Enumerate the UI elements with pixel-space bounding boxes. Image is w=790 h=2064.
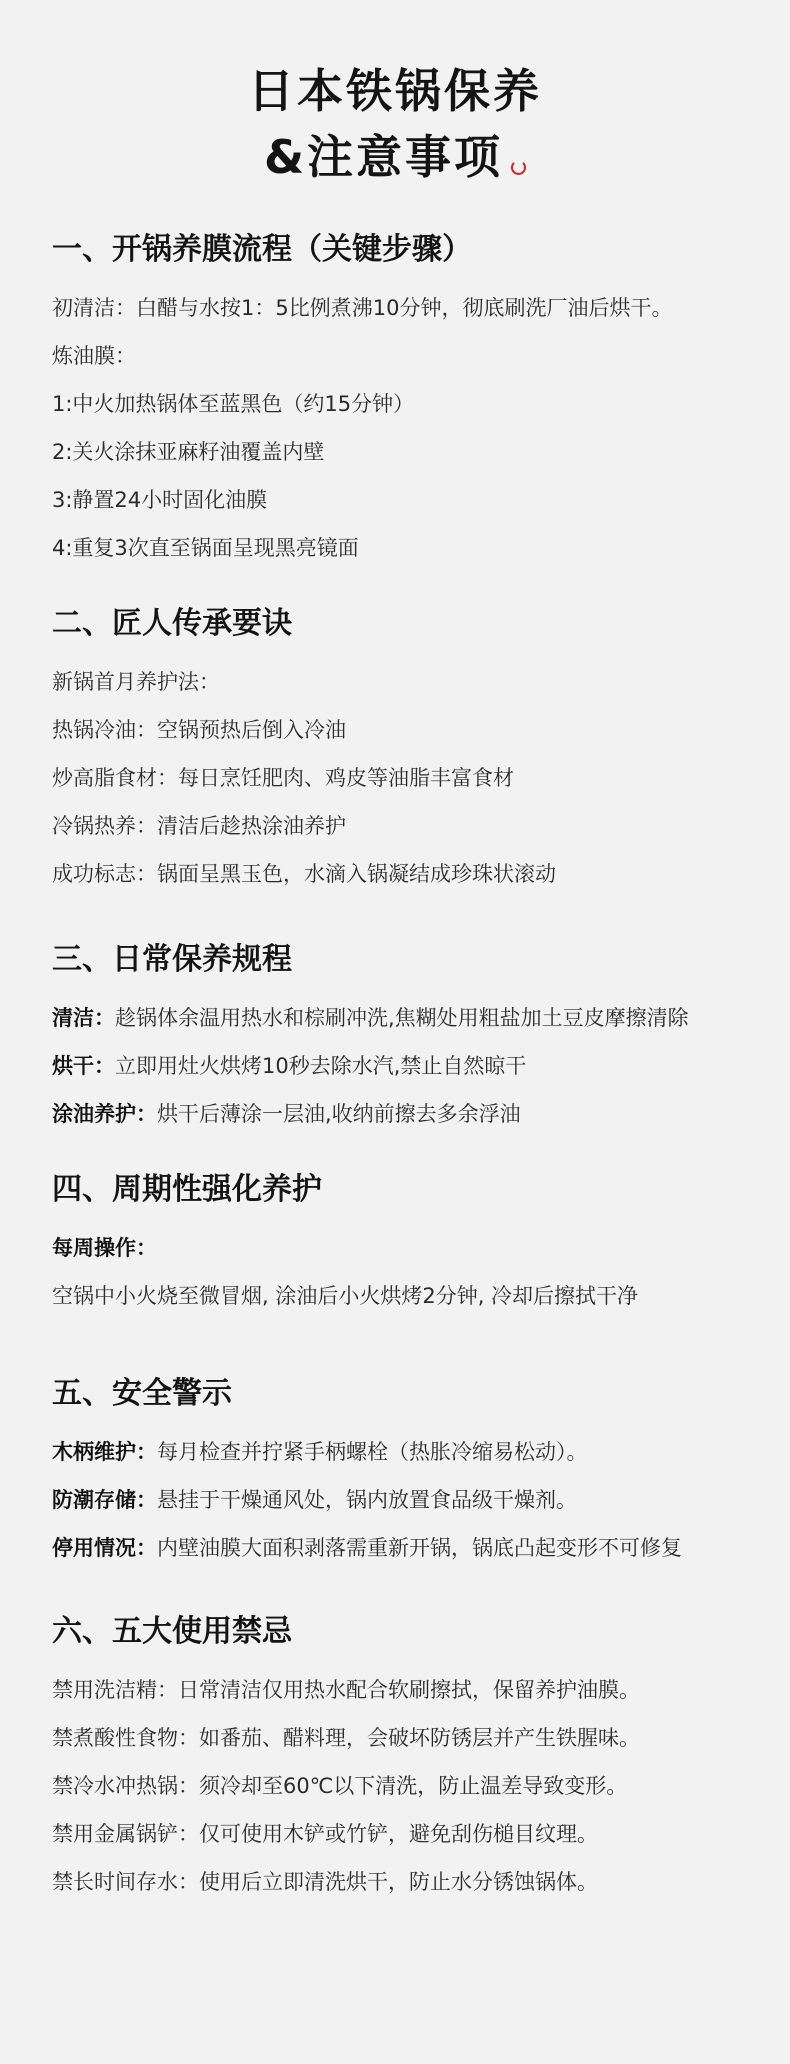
section-kaiguo bbox=[52, 226, 738, 572]
title-line-2 bbox=[52, 124, 738, 190]
section-title: 六、五大使用禁忌 bbox=[52, 1614, 292, 1649]
title-line-1: 日本铁锅保养 bbox=[248, 64, 542, 118]
text-line: 成功标志：锅面呈黑玉色，水滴入锅凝结成珍珠状滚动 bbox=[52, 862, 556, 886]
red-circle-mark-icon bbox=[511, 160, 526, 175]
section-title: 二、匠人传承要诀 bbox=[52, 606, 292, 641]
title-line-2-text: &注意事项 bbox=[263, 130, 504, 184]
text-line: 禁用金属锅铲：仅可使用木铲或竹铲，避免刮伤槌目纹理。 bbox=[52, 1822, 598, 1846]
text-line: 禁冷水冲热锅：须冷却至60℃以下清洗，防止温差导致变形。 bbox=[52, 1774, 628, 1798]
item-text: 烘干后薄涂一层油,收纳前擦去多余浮油 bbox=[157, 1102, 521, 1126]
text-line: 炼油膜： bbox=[52, 344, 136, 368]
text-line bbox=[52, 1090, 738, 1138]
item-label: 停用情况： bbox=[52, 1536, 157, 1560]
section-jinji bbox=[52, 1608, 738, 1906]
item-label: 防潮存储： bbox=[52, 1488, 157, 1512]
text-line: 新锅首月养护法： bbox=[52, 670, 220, 694]
section-title: 四、周期性强化养护 bbox=[52, 1172, 322, 1207]
text-line: 空锅中小火烧至微冒烟, 涂油后小火烘烤2分钟, 冷却后擦拭干净 bbox=[52, 1284, 639, 1308]
section-anquan bbox=[52, 1370, 738, 1572]
item-text: 立即用灶火烘烤10秒去除水汽,禁止自然晾干 bbox=[115, 1054, 527, 1078]
text-line bbox=[52, 1524, 738, 1572]
section-jiangren bbox=[52, 600, 738, 898]
item-label: 涂油养护： bbox=[52, 1102, 157, 1126]
text-line: 禁用洗洁精：日常清洁仅用热水配合软刷擦拭，保留养护油膜。 bbox=[52, 1678, 640, 1702]
text-line bbox=[52, 1428, 738, 1476]
text-line: 禁煮酸性食物：如番茄、醋料理，会破坏防锈层并产生铁腥味。 bbox=[52, 1726, 640, 1750]
section-zhouqi bbox=[52, 1166, 738, 1320]
text-line bbox=[52, 1224, 738, 1272]
item-label: 烘干： bbox=[52, 1054, 115, 1078]
item-label: 木柄维护： bbox=[52, 1440, 157, 1464]
text-line: 冷锅热养：清洁后趁热涂油养护 bbox=[52, 814, 346, 838]
item-text: 趁锅体余温用热水和棕刷冲洗,焦糊处用粗盐加土豆皮摩擦清除 bbox=[115, 1006, 689, 1030]
text-line bbox=[52, 1476, 738, 1524]
text-line: 禁长时间存水：使用后立即清洗烘干，防止水分锈蚀锅体。 bbox=[52, 1870, 598, 1894]
section-title: 三、日常保养规程 bbox=[52, 942, 292, 977]
text-line: 初清洁：白醋与水按1：5比例煮沸10分钟，彻底刷洗厂油后烘干。 bbox=[52, 296, 673, 320]
text-line: 2:关火涂抹亚麻籽油覆盖内壁 bbox=[52, 440, 325, 464]
text-line bbox=[52, 994, 738, 1042]
text-line bbox=[52, 1042, 738, 1090]
section-title: 一、开锅养膜流程（关键步骤） bbox=[52, 232, 472, 267]
item-label: 清洁： bbox=[52, 1006, 115, 1030]
text-line: 3:静置24小时固化油膜 bbox=[52, 488, 268, 512]
item-text: 每月检查并拧紧手柄螺栓（热胀冷缩易松动）。 bbox=[157, 1440, 588, 1464]
text-line: 热锅冷油：空锅预热后倒入冷油 bbox=[52, 718, 346, 742]
section-richang bbox=[52, 936, 738, 1138]
item-label: 每周操作： bbox=[52, 1236, 157, 1260]
item-text: 内壁油膜大面积剥落需重新开锅，锅底凸起变形不可修复 bbox=[157, 1536, 682, 1560]
text-line: 1:中火加热锅体至蓝黑色（约15分钟） bbox=[52, 392, 415, 416]
section-title: 五、安全警示 bbox=[52, 1376, 232, 1411]
title-block bbox=[52, 0, 738, 190]
text-line: 炒高脂食材：每日烹饪肥肉、鸡皮等油脂丰富食材 bbox=[52, 766, 514, 790]
item-text: 悬挂于干燥通风处，锅内放置食品级干燥剂。 bbox=[157, 1488, 577, 1512]
text-line: 4:重复3次直至锅面呈现黑亮镜面 bbox=[52, 536, 359, 560]
